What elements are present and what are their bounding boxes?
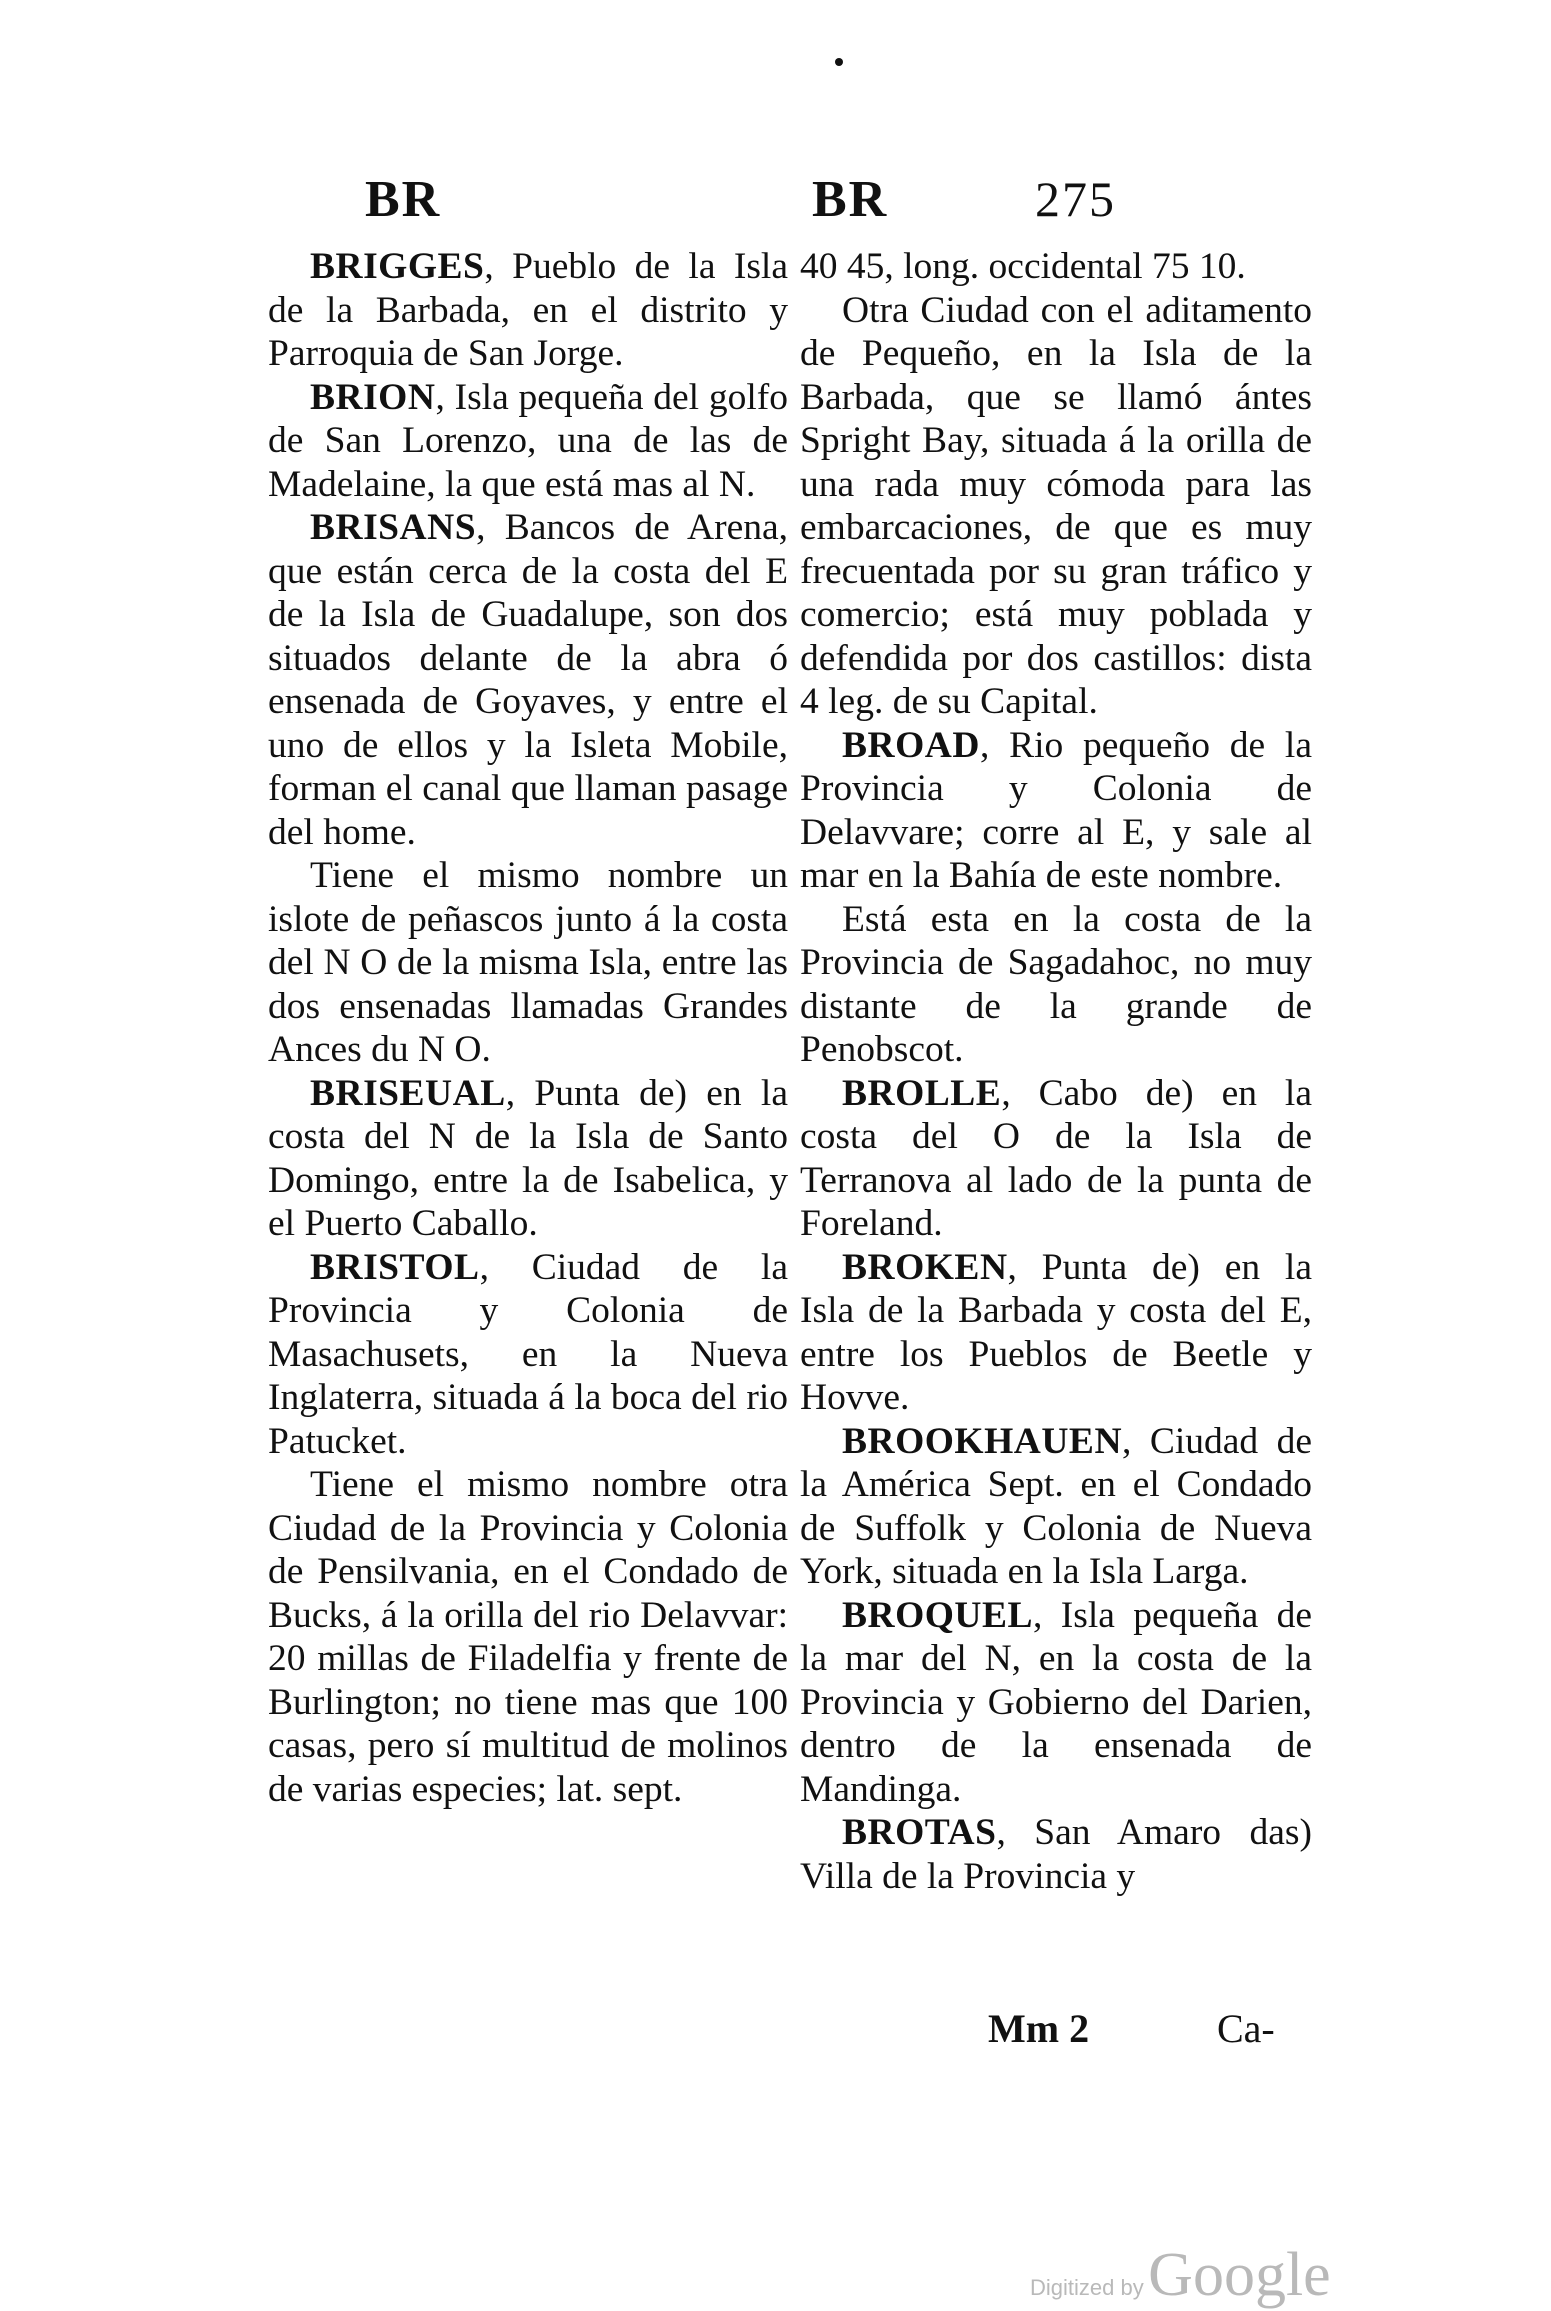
entry-headword: BRISANS	[310, 507, 477, 548]
dictionary-entry	[268, 245, 788, 376]
entry-headword: BROKEN	[842, 1246, 1008, 1288]
dictionary-entry	[268, 1072, 788, 1246]
entry-text: , Ciudad de la América Sept. en el Condado de Suffolk y Colonia de Nueva York, situada en la Isla Larga.	[800, 1420, 1312, 1592]
dictionary-entry	[268, 506, 788, 854]
entry-text: , Isla pequeña de la mar del N, en la costa de la Provincia y Gobierno del Darien, dentro de la ensenada de Mandinga.	[800, 1594, 1312, 1810]
dictionary-entry	[268, 854, 788, 1072]
dictionary-entry	[268, 1463, 788, 1811]
watermark-prefix: Digitized by	[1030, 2275, 1144, 2300]
catchword: Ca-	[1217, 2006, 1275, 2051]
ink-dot	[835, 58, 843, 66]
entry-text: , Bancos de Arena, que están cerca de la costa del E de la Isla de Guadalupe, son dos situados delante de la abra ó ensenada de Goyaves, y entre el uno de ellos y la Isleta Mobile, forman el canal que llaman pasage del home.	[268, 507, 788, 853]
digitized-watermark	[1030, 2240, 1331, 2311]
dictionary-entry	[268, 1246, 788, 1464]
dictionary-entry	[800, 245, 1312, 289]
entry-text: , Ciudad de la Provincia y Colonia de Masachusets, en la Nueva Inglaterra, situada á la boca del rio Patucket.	[268, 1246, 788, 1462]
entry-headword: BROOKHAUEN	[842, 1420, 1123, 1462]
entry-text: Tiene el mismo nombre un islote de peñascos junto á la costa del N O de la misma Isla, entre las dos ensenadas llamadas Grandes Ances du N O.	[268, 855, 788, 1070]
entry-headword: BROAD	[842, 724, 980, 766]
google-logo: Google	[1148, 2241, 1331, 2309]
dictionary-entry	[800, 1811, 1312, 1898]
entry-text: , Punta de) en la Isla de la Barbada y costa del E, entre los Pueblos de Beetle y Hovve.	[800, 1246, 1312, 1418]
entry-headword: BRISEUAL	[310, 1072, 506, 1114]
entry-text: , San Amaro das) Villa de la Provincia y	[800, 1812, 1312, 1897]
entry-text: , Cabo de) en la costa del O de la Isla de Terranova al lado de la punta de Foreland.	[800, 1072, 1312, 1244]
dictionary-entry	[800, 898, 1312, 1072]
running-head-left: BR	[365, 171, 442, 228]
entry-headword: BROLLE	[842, 1072, 1002, 1114]
entry-text: , Isla pequeña del golfo de San Lorenzo, una de las de Madelaine, la que está mas al N.	[268, 376, 788, 505]
dictionary-entry	[800, 289, 1312, 724]
entry-headword: BROTAS	[842, 1812, 997, 1853]
entry-headword: BRISTOL	[310, 1246, 480, 1288]
entry-text: Está esta en la costa de la Provincia de Sagadahoc, no muy distante de la grande de Penobscot.	[800, 898, 1312, 1070]
dictionary-entry	[800, 1594, 1312, 1812]
entry-text: Tiene el mismo nombre otra Ciudad de la Provincia y Colonia de Pensilvania, en el Condado de Bucks, á la orilla del rio Delavvar: 20 millas de Filadelfia y frente de Burlington; no tiene mas que 100 casas, pero sí multitud de molinos de varias especies; lat. sept.	[268, 1464, 788, 1810]
left-column	[268, 245, 788, 1811]
entry-text: , Punta de) en la costa del N de la Isla de Santo Domingo, entre la de Isabelica, y el Puerto Caballo.	[268, 1072, 788, 1244]
dictionary-entry	[800, 724, 1312, 898]
entry-headword: BRION	[310, 376, 436, 418]
dictionary-entry	[268, 376, 788, 507]
dictionary-entry	[800, 1246, 1312, 1420]
entry-text: , Pueblo de la Isla de la Barbada, en el distrito y Parroquia de San Jorge.	[268, 246, 788, 374]
running-head-right: BR	[812, 171, 889, 228]
entry-text: Otra Ciudad con el aditamento de Pequeño, en la Isla de la Barbada, que se llamó ántes Spright Bay, situada á la orilla de una rada muy cómoda para las embarcaciones, de que es muy frecuentada por su gran tráfico y comercio; está muy poblada y defendida por dos castillos: dista 4 leg. de su Capital.	[800, 289, 1312, 722]
dictionary-entry	[800, 1072, 1312, 1246]
dictionary-entry	[800, 1420, 1312, 1594]
right-column	[800, 245, 1312, 1898]
signature-mark: Mm 2	[988, 2006, 1090, 2051]
entry-headword: BRIGGES	[310, 246, 485, 287]
entry-headword: BROQUEL	[842, 1594, 1034, 1636]
entry-text: 40 45, long. occidental 75 10.	[800, 246, 1246, 287]
page-number: 275	[1035, 171, 1116, 227]
entry-text: , Rio pequeño de la Provincia y Colonia de Delavvare; corre al E, y sale al mar en la Bahía de este nombre.	[800, 724, 1312, 896]
